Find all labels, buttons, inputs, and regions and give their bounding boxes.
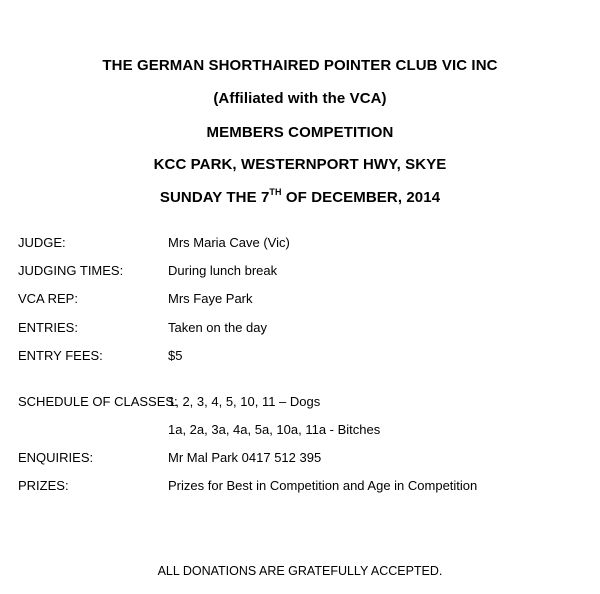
detail-label: JUDGE: [18,235,66,250]
detail-value: Mrs Faye Park [168,291,253,306]
detail-label: JUDGING TIMES: [18,263,124,278]
donations-footer: ALL DONATIONS ARE GRATEFULLY ACCEPTED. [157,564,443,578]
venue-heading: KCC PARK, WESTERNPORT HWY, SKYE [153,156,447,173]
club-name-heading: THE GERMAN SHORTHAIRED POINTER CLUB VIC INC [102,57,498,74]
detail-value: $5 [168,348,183,363]
detail-value: 1, 2, 3, 4, 5, 10, 11 – Dogs [168,394,321,409]
event-title-heading: MEMBERS COMPETITION [206,124,394,141]
detail-value: Mr Mal Park 0417 512 395 [168,450,322,465]
detail-label: SCHEDULE OF CLASSES: [18,394,178,409]
date-suffix: OF DECEMBER, 2014 [281,189,441,206]
date-heading [0,189,600,207]
date-ordinal-superscript: TH [269,187,282,197]
detail-value: Taken on the day [168,320,268,335]
detail-label: ENTRY FEES: [18,348,103,363]
detail-value: Prizes for Best in Competition and Age in Competition [168,478,478,493]
detail-value: During lunch break [168,263,278,278]
detail-value: Mrs Maria Cave (Vic) [168,235,290,250]
detail-value: 1a, 2a, 3a, 4a, 5a, 10a, 11a - Bitches [168,422,381,437]
date-prefix: SUNDAY THE 7 [159,189,270,206]
detail-label: PRIZES: [18,478,69,493]
detail-label: VCA REP: [18,291,78,306]
detail-label: ENQUIRIES: [18,450,94,465]
detail-label: ENTRIES: [18,320,78,335]
affiliation-heading: (Affiliated with the VCA) [213,90,387,107]
